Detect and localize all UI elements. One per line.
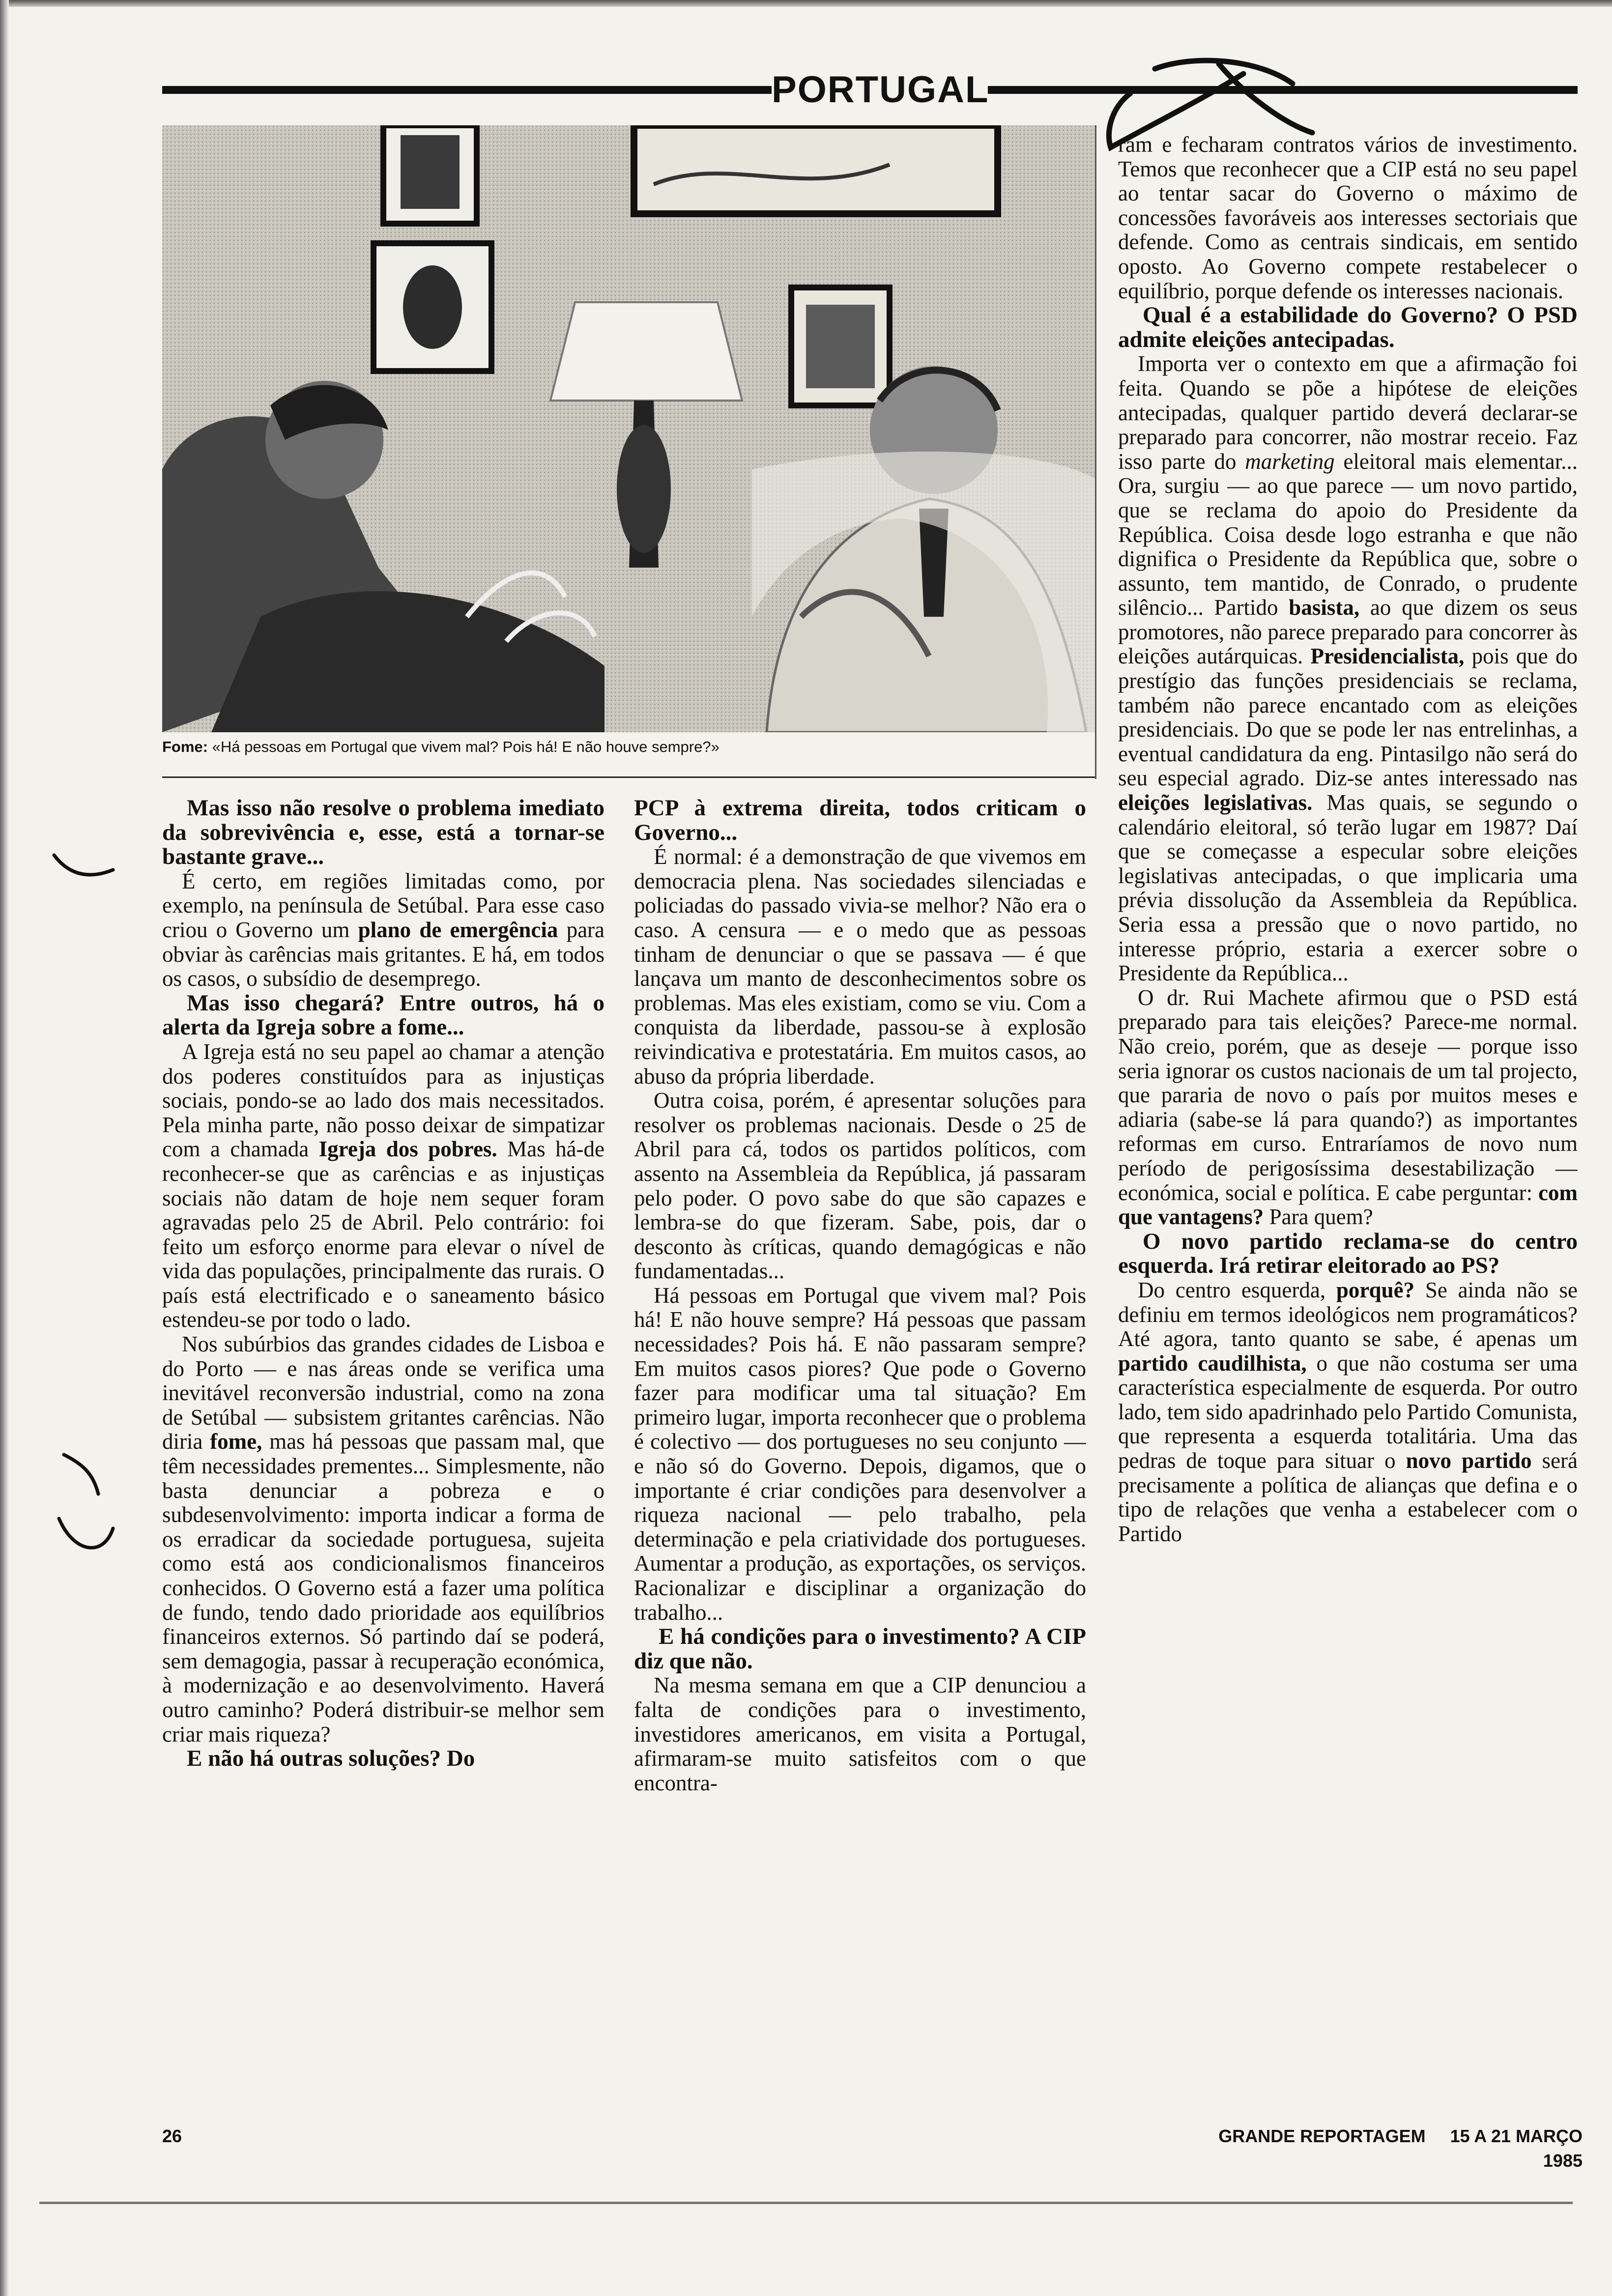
text-run: Nos subúrbios das grandes cidades de Lisboa e do Porto — e nas áreas onde se verifica uma inevitável reconversão industrial, como na zona de Setúbal — subsistem gritantes carências. Não diria (162, 1332, 604, 1454)
caption-rule (162, 776, 1096, 778)
scan-bottom-line (39, 2202, 1573, 2204)
text-run: Mas há-de reconhecer-se que as carências e as injustiças sociais não datam de hoje nem sequer foram agravadas pelo 25 de Abril. Pelo contrário: foi feito um esforço enorme para elevar o nível de vida das populações, principalmente das rurais. O país está electrificado e o saneamento básico estendeu-se por todo o lado. (162, 1137, 604, 1332)
emphasis-bold: porquê? (1336, 1277, 1415, 1302)
interview-answer-paragraph (1118, 133, 1578, 303)
interview-question: Mas isso chegará? Entre outros, há o alerta da Igreja sobre a fome... (162, 990, 604, 1040)
text-run: É certo, em regiões limitadas como, por exemplo, na península de Setúbal. Para esse caso criou o Governo um (162, 868, 604, 942)
interview-photo (162, 125, 1096, 732)
article-column-3 (1118, 133, 1578, 2118)
interview-answer-paragraph (1118, 1278, 1578, 1547)
text-run: O dr. Rui Machete afirmou que o PSD está preparado para tais eleições? Parece-me normal. Não creio, porém, que as deseje — porque isso seria ignorar os custos nacionais de um tal projecto, que pararia de novo o país por muitos meses e adiaria (sabe-se lá para quando?) as importantes reformas em curso. Entraríamos de novo num período de perigosíssima desestabilização — económica, social e política. E cabe perguntar: (1118, 985, 1578, 1205)
text-run: ram e fecharam contratos vários de investimento. Temos que reconhecer que a CIP está no seu papel ao tentar sacar do Governo o máximo de concessões favoráveis aos interesses sectoriais que defende. Como as centrais sindicais, em sentido oposto. Ao Governo compete restabelecer o equilíbrio, porque defende os interesses nacionais. (1118, 133, 1578, 303)
text-run: será precisamente a política de alianças que defina e o tipo de relações que venha a estabelecer com o Partido (1118, 1448, 1578, 1546)
interview-question: Mas isso não resolve o problema imediato da sobrevivência e, esse, está a tornar-se bastante grave... (162, 796, 604, 870)
publication-name: GRANDE REPORTAGEM (1218, 2126, 1426, 2146)
scan-left-edge (0, 0, 9, 2296)
interview-question: E não há outras soluções? Do (187, 1746, 475, 1772)
interview-answer-paragraph (1118, 352, 1578, 985)
issue-date: 15 A 21 MARÇO 1985 (1450, 2126, 1583, 2171)
text-run: A Igreja está no seu papel ao chamar a atenção dos poderes constituídos para as injustiças sociais, pondo-se ao lado dos mais necessitados. Pela minha parte, não posso deixar de simpatizar com a chamada (162, 1039, 604, 1162)
text-run: Do centro esquerda, (1138, 1277, 1336, 1302)
interview-question: E há condições para o investimento? A CIP diz que não. (634, 1624, 1086, 1674)
interview-answer-paragraph (162, 1040, 604, 1332)
section-title: PORTUGAL (772, 63, 988, 117)
text-run: mas há pessoas que passam mal, que têm necessidades prementes... Simplesmente, não basta denunciar a pobreza e o subdesenvolvimento: importa indicar a forma de os erradicar da sociedade portuguesa, sujeita como está aos condicionalismos financeiros conhecidos. O Governo está a fazer uma política de fundo, tendo dado prioridade aos equilíbrios financeiros externos. Só partindo daí se poderá, sem demagogia, passar à recuperação económica, à modernização e ao desenvolvimento. Haverá outro caminho? Poderá distribuir-se melhor sem criar mais riqueza? (162, 1429, 604, 1747)
photo-caption (162, 732, 1096, 762)
emphasis-bold: partido caudilhista, (1118, 1350, 1307, 1376)
text-run: Importa ver o contexto em que a afirmação foi feita. Quando se põe a hipótese de eleições antecipadas, qualquer partido deverá declarar-se preparado para concorrer, não mostrar receio. Faz isso parte do (1118, 351, 1578, 474)
interview-question: Qual é a estabilidade do Governo? O PSD admite eleições antecipadas. (1118, 302, 1578, 352)
interview-answer-paragraph (634, 1673, 1086, 1795)
text-run: pois que do prestígio das funções presidenciais se reclama, também não parece encantado com as eleições presidenciais. Do que se pode ler nas entrelinhas, a eventual candidatura da eng. Pintasilgo não será do seu especial agrado. Diz-se antes interessado nas (1118, 644, 1578, 791)
emphasis-bold: basista, (1289, 595, 1360, 620)
text-run: eleitoral mais elementar... Ora, surgiu — ao que parece — um novo partido, que se reclama do apoio do Presidente da República. Coisa desde logo estranha e que não dignifica o Presidente da República que, sobre o assunto, tem mantido, de Conrado, o prudente silêncio... Partido (1118, 449, 1578, 620)
interview-answer-paragraph (634, 1089, 1086, 1284)
margin-pencil-marks (44, 835, 128, 1573)
page-number: 26 (162, 2126, 182, 2146)
interview-answer-paragraph (634, 1284, 1086, 1625)
emphasis-bold: novo partido (1406, 1448, 1532, 1473)
emphasis-bold: fome, (210, 1429, 262, 1454)
article-column-1 (162, 796, 604, 2118)
interview-answer-paragraph (1118, 986, 1578, 1230)
caption-label: Fome: (162, 738, 208, 755)
text-run: o que não costuma ser uma característica especialmente de esquerda. Por outro lado, tem sido apadrinhado pelo Partido Comunista, que representa a esquerda totalitária. Uma das pedras de toque para situar o (1118, 1350, 1578, 1473)
text-run: ao que dizem os seus promotores, não parece preparado para concorrer às eleições autárquicas. (1118, 595, 1578, 669)
interview-answer-paragraph (162, 869, 604, 991)
caption-text: «Há pessoas em Portugal que vivem mal? Pois há! E não houve sempre?» (212, 738, 720, 755)
emphasis-bold: plano de emergência (358, 917, 558, 942)
interview-answer-paragraph (634, 845, 1086, 1089)
text-run: Outra coisa, porém, é apresentar soluções para resolver os problemas nacionais. Desde o 25 de Abril para cá, todos os partidos políticos, com assento na Assembleia da República, já passaram pelo poder. O povo sabe do que são capazes e lembra-se do que fizeram. Sabe, pois, dar o desconto às críticas, quando demagógicas e não fundamentadas... (634, 1088, 1086, 1284)
emphasis-bold: com que vantagens? (1118, 1180, 1578, 1230)
emphasis-italic: marketing (1245, 449, 1335, 474)
emphasis-bold: Igreja dos pobres. (318, 1137, 497, 1162)
text-run: É normal: é a demonstração de que vivemos em democracia plena. Nas sociedades silenciadas e policiadas do passado vivia-se melhor? Não era o caso. A censura — e o medo que as pessoas tinham de denunciar o que se passava — é que lançava um manto de desconhecimentos sobre os problemas. Mas eles existiam, como se viu. Com a conquista da liberdade, passou-se à explosão reivindicativa e protestatária. Em muitos casos, ao abuso da própria liberdade. (634, 844, 1086, 1089)
column-rule-right (1095, 125, 1096, 779)
emphasis-bold: eleições legislativas. (1118, 790, 1313, 815)
header-rule-left (162, 86, 777, 94)
text-run: para obviar às carências mais gritantes. E há, em todos os casos, o subsídio de desemprego. (162, 917, 604, 991)
interview-question: O novo partido reclama-se do centro esquerda. Irá retirar eleitorado ao PS? (1118, 1228, 1578, 1279)
footer-publication-line (1175, 2124, 1583, 2171)
emphasis-bold: Presidencialista, (1310, 644, 1465, 669)
text-run: Para quem? (1264, 1205, 1373, 1230)
scan-top-edge (0, 0, 1612, 7)
text-run: Se ainda não se definiu em termos ideológicos nem programáticos? Até agora, tanto quanto se sabe, é apenas um (1118, 1277, 1578, 1351)
interview-answer-paragraph (162, 1332, 604, 1747)
interview-question: PCP à extrema direita, todos criticam o Governo... (634, 796, 1086, 845)
text-run: Há pessoas em Portugal que vivem mal? Pois há! E não houve sempre? Há pessoas que passam necessidades? Pois há. E não passaram sempre? Em muitos casos piores? Que pode o Governo fazer para modificar uma tal situação? Em primeiro lugar, importa reconhecer que o problema é colectivo — dos portugueses no seu conjunto — e não só do Governo. Depois, digamos, que o importante é criar condições para desenvolver a riqueza nacional — pelo trabalho, pela determinação e pela criatividade dos portugueses. Aumentar a produção, as exportações, os serviços. Racionalizar e disciplinar a organização do trabalho... (634, 1283, 1086, 1625)
text-run: Na mesma semana em que a CIP denunciou a falta de condições para o investimento, investidores americanos, em visita a Portugal, afirmaram-se muito satisfeitos com o que encontra- (634, 1673, 1086, 1795)
article-column-2 (634, 796, 1086, 2118)
text-run: Mas quais, se segundo o calendário eleitoral, só terão lugar em 1987? Daí que se começasse a especular sobre eleições legislativas antecipadas, o que implicaria uma prévia dissolução da Assembleia da República. Seria essa a pressão que o novo partido, no interesse próprio, estaria a exercer sobre o Presidente da República... (1118, 790, 1578, 986)
